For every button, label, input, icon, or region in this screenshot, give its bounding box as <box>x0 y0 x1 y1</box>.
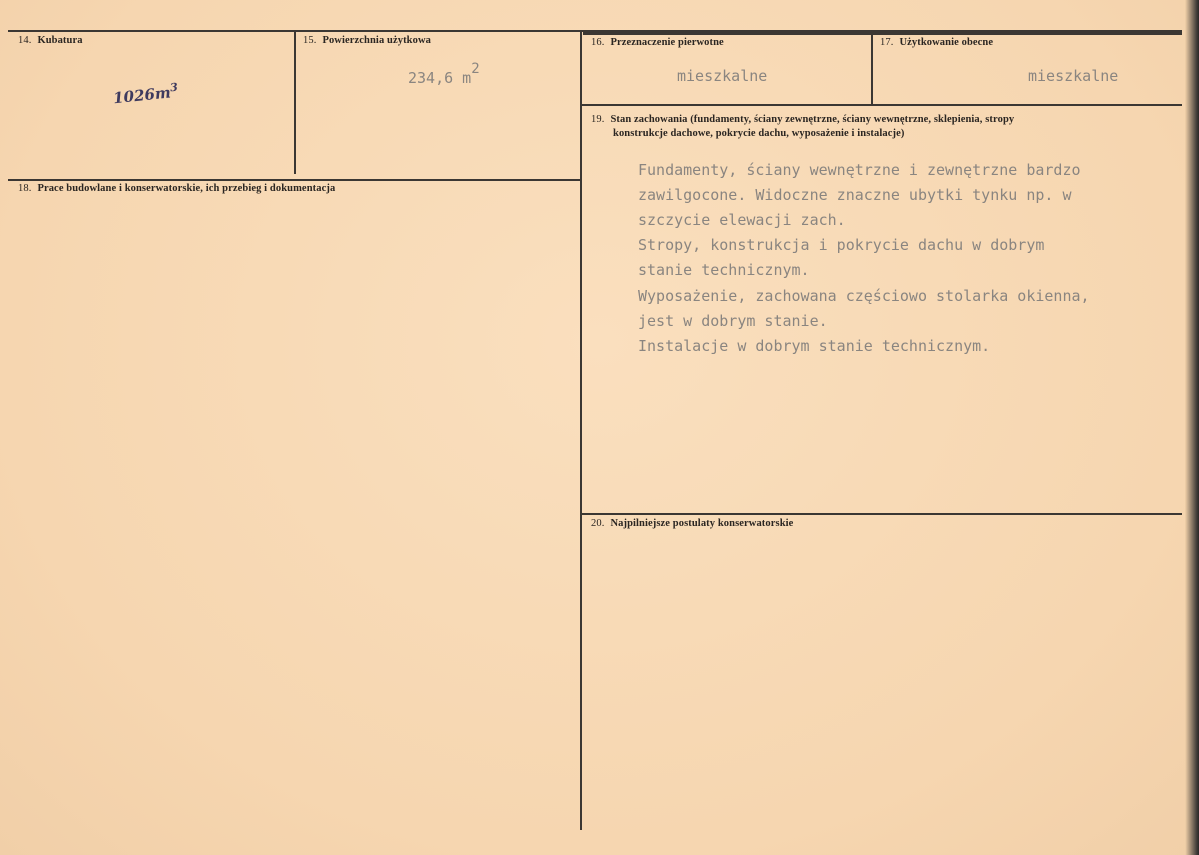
card-edge-shadow <box>1185 0 1199 855</box>
divider-main <box>580 30 582 830</box>
field-15-label: 15. Powierzchnia użytkowa <box>303 35 431 46</box>
divider-16-17 <box>871 30 873 105</box>
field-14-label: 14. Kubatura <box>18 35 83 46</box>
field-17-value: mieszkalne <box>1028 67 1119 85</box>
field-14-value: $1026m^3$ <box>112 80 179 108</box>
field-20-label: 20. Najpilniejsze postulaty konserwatorskie <box>591 518 794 529</box>
field-19-text-line: zawilgocone. Widoczne znaczne ubytki tynku np. w <box>638 186 1072 204</box>
field-19-text-line: Wyposażenie, zachowana częściowo stolarka okienna, <box>638 287 1090 305</box>
field-19-label: 19. Stan zachowania (fundamenty, ściany zewnętrzne, ściany wewnętrzne, sklepienia, stropy konstrukcje dachowe, pokrycie dachu, wyposażenie i instalacje) <box>591 114 1015 139</box>
top-rule-right-thick <box>583 32 1182 35</box>
field-16-value: mieszkalne <box>677 67 768 85</box>
field-19-text-line: stanie technicznym. <box>638 261 810 279</box>
rule-below-16-17 <box>582 104 1182 106</box>
field-19-text-line: Stropy, konstrukcja i pokrycie dachu w dobrym <box>638 236 1045 254</box>
field-19-text-line: jest w dobrym stanie. <box>638 312 828 330</box>
field-18-label: 18. Prace budowlane i konserwatorskie, ich przebieg i dokumentacja <box>18 183 336 194</box>
field-19-text-line: szczycie elewacji zach. <box>638 211 846 229</box>
rule-above-20 <box>582 513 1182 515</box>
field-17-label: 17. Użytkowanie obecne <box>880 37 994 48</box>
rule-above-18 <box>8 179 581 181</box>
field-19-text-line: Instalacje w dobrym stanie technicznym. <box>638 337 991 355</box>
divider-14-15 <box>294 30 296 174</box>
field-16-label: 16. Przeznaczenie pierwotne <box>591 37 724 48</box>
field-19-text-line: Fundamenty, ściany wewnętrzne i zewnętrzne bardzo <box>638 161 1081 179</box>
field-15-value: 234,6 $m^2$ <box>408 61 480 87</box>
